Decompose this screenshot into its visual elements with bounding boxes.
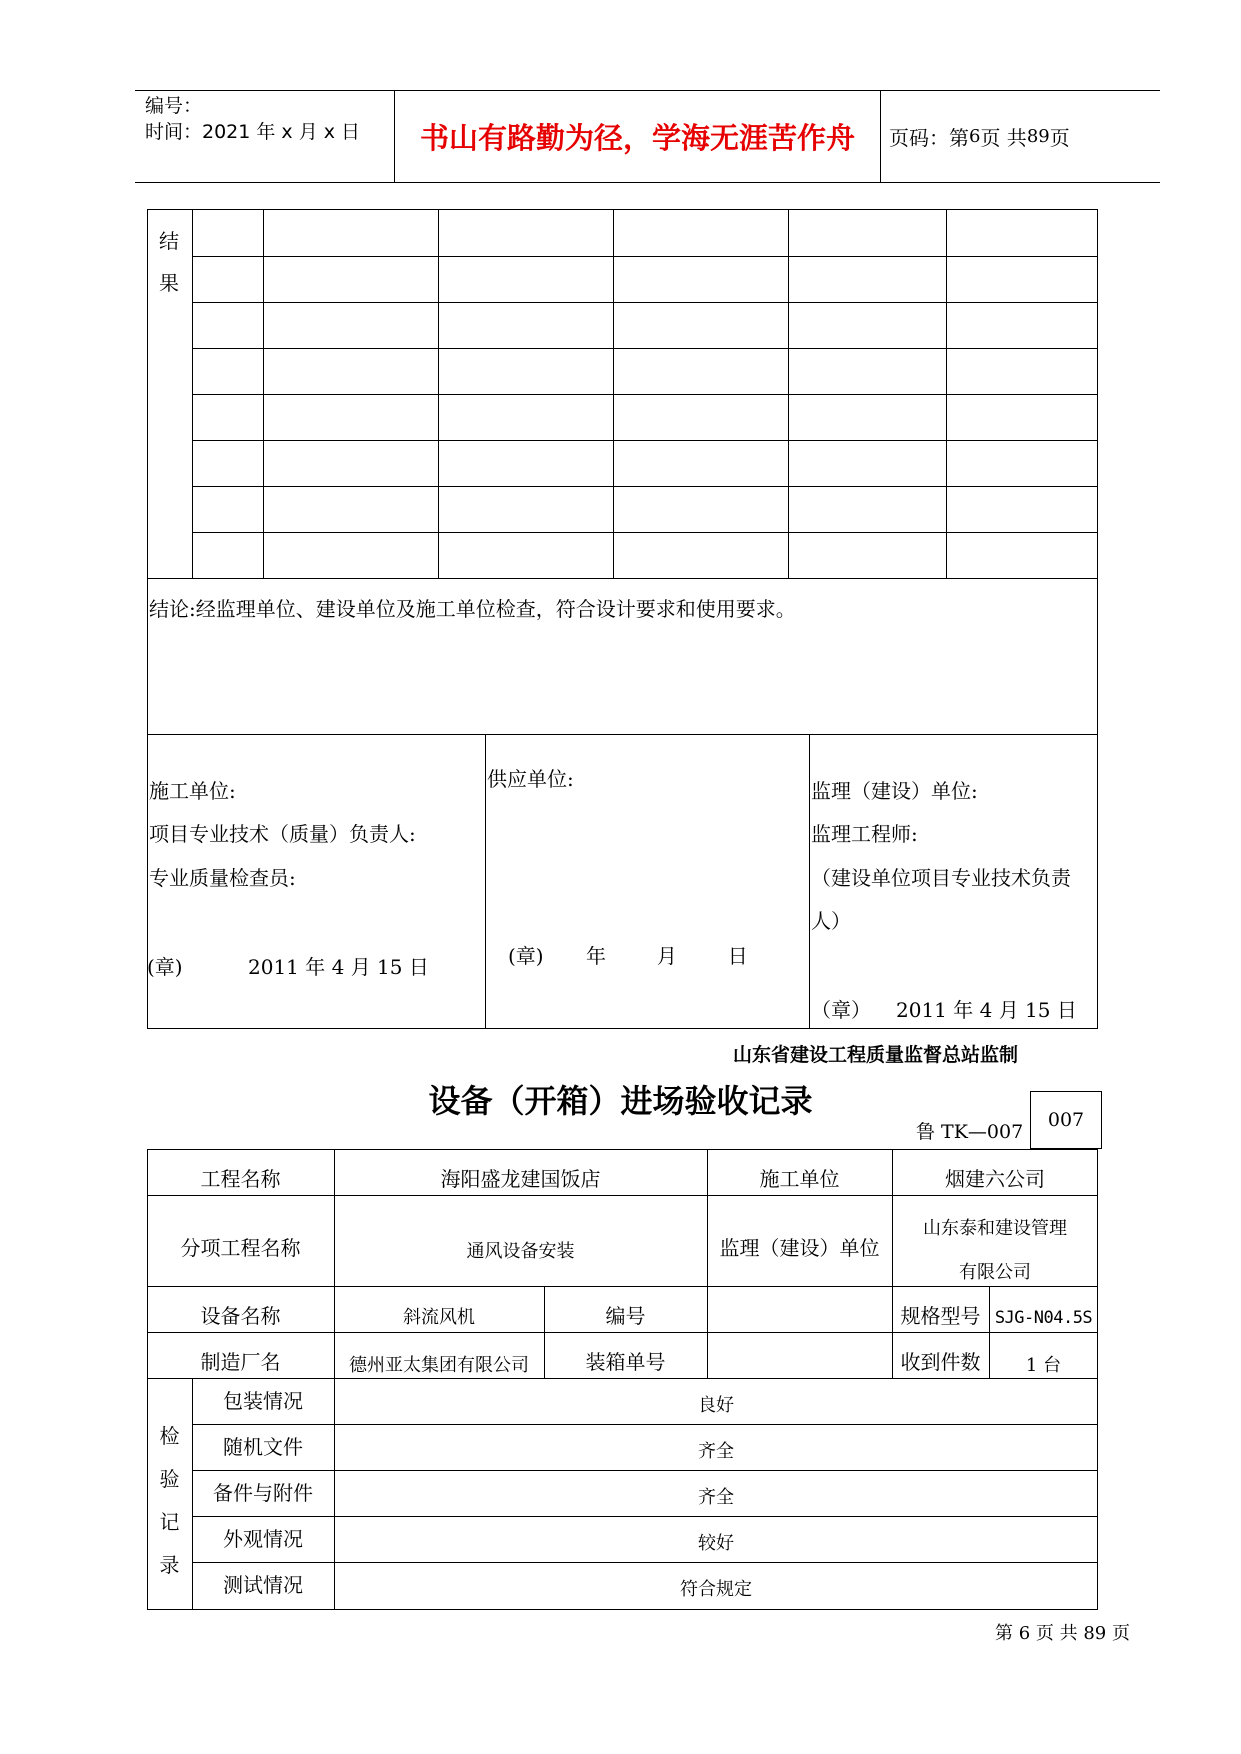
build-unit-note: （建设单位项目专业技术负责 [811,866,1071,890]
supply-date: 年 月 日 [586,944,748,968]
footer-page-number: 第 6 页 共 89 页 [995,1623,1130,1644]
grid-line [192,532,1098,533]
received-value: 1 台 [1025,1355,1062,1376]
inspection-result: 齐全 [698,1441,734,1462]
grid-line [147,1332,1098,1333]
grid-line [192,1516,1098,1517]
supervision-engineer-label: 监理工程师: [811,822,918,846]
sub-project-label: 分项工程名称 [180,1236,301,1260]
serial-number: 007 [1047,1109,1085,1131]
maker-label: 制造厂名 [200,1350,281,1374]
page-mid: 页 共 [980,126,1027,150]
supervisor-label: 监理（建设）单位 [719,1236,880,1260]
inspection-result: 较好 [698,1533,734,1554]
grid-line [147,1195,1098,1196]
header-meta [145,93,390,180]
inspection-item: 测试情况 [223,1573,303,1597]
inspection-result: 符合规定 [680,1579,752,1600]
inspection-item: 包装情况 [223,1389,303,1413]
grid-line [147,734,1098,735]
equipment-label: 设备名称 [200,1304,281,1328]
project-name-value: 海阳盛龙建国饭店 [440,1167,601,1191]
construction-seal: (章) [147,955,183,979]
page-suffix: 页 [1049,126,1070,150]
page-prefix: 页码：第 [889,126,969,150]
form-title: 设备（开箱）进场验收记录 [428,1082,813,1120]
header-motto: 书山有路勤为径，学海无涯苦作舟 [419,121,855,155]
inspection-result: 良好 [698,1395,734,1416]
serial-box [1030,1091,1102,1149]
inspection-item: 随机文件 [223,1435,303,1459]
supervisor-value: 山东泰和建设管理 [923,1218,1067,1239]
time-label: 时间：2021 年 x 月 x 日 [145,121,361,143]
inspection-label-char: 记 [159,1510,180,1534]
model-value: SJG-N04.5S [994,1308,1093,1328]
grid-line [192,486,1098,487]
grid-line [192,348,1098,349]
inspection-label-char: 验 [159,1467,180,1491]
grid-line [192,256,1098,257]
inspection-item: 备件与附件 [213,1481,313,1505]
grid-line [192,1562,1098,1563]
supervision-date: 2011 年 4 月 15 日 [896,998,1077,1022]
packing-no-label: 装箱单号 [585,1350,666,1374]
grid-line [147,1378,1098,1379]
inspection-label-char: 录 [159,1553,180,1577]
inspection-result: 齐全 [698,1487,734,1508]
inspection-label-char: 检 [159,1424,180,1448]
grid-line [809,734,810,1029]
builder-value: 烟建六公司 [945,1167,1045,1191]
grid-line [192,302,1098,303]
tech-lead-label: 项目专业技术（质量）负责人: [149,822,416,846]
header-page-number [889,91,1070,182]
page-total: 89 [1026,126,1050,147]
header-divider [880,91,881,182]
supply-seal: (章) [508,944,544,968]
grid-line [147,578,1098,579]
construction-date: 2011 年 4 月 15 日 [248,955,429,979]
conclusion-text: 结论:经监理单位、建设单位及施工单位检查，符合设计要求和使用要求。 [149,597,796,621]
result-label-char: 果 [159,271,179,295]
maker-value: 德州亚太集团有限公司 [349,1355,529,1376]
construction-unit-label: 施工单位: [149,779,236,803]
inspection-item: 外观情况 [223,1527,303,1551]
build-unit-note: 人） [811,909,851,933]
model-label: 规格型号 [900,1304,981,1328]
equipment-value: 斜流风机 [403,1307,475,1328]
supply-unit-label: 供应单位: [487,767,574,791]
form-code: 鲁 TK—007 [916,1121,1024,1143]
supervisor-value: 有限公司 [959,1262,1031,1283]
builder-label: 施工单位 [759,1167,840,1191]
grid-line [147,1286,1098,1287]
quality-inspector-label: 专业质量检查员: [149,866,296,890]
page-header [135,90,1160,183]
grid-line [485,734,486,1029]
grid-line [192,440,1098,441]
project-name-label: 工程名称 [200,1167,281,1191]
grid-line [192,394,1098,395]
number-label: 编号 [605,1304,646,1328]
supervision-seal: （章） [811,998,871,1022]
result-label-char: 结 [159,229,179,253]
sub-project-value: 通风设备安装 [466,1241,575,1262]
supervise-note: 山东省建设工程质量监督总站监制 [733,1044,1019,1066]
grid-line [192,1424,1098,1425]
page-current: 6 [969,126,981,147]
received-label: 收到件数 [900,1350,981,1374]
code-label: 编号： [145,95,203,117]
grid-line [192,1470,1098,1471]
supervision-unit-label: 监理（建设）单位: [811,779,978,803]
